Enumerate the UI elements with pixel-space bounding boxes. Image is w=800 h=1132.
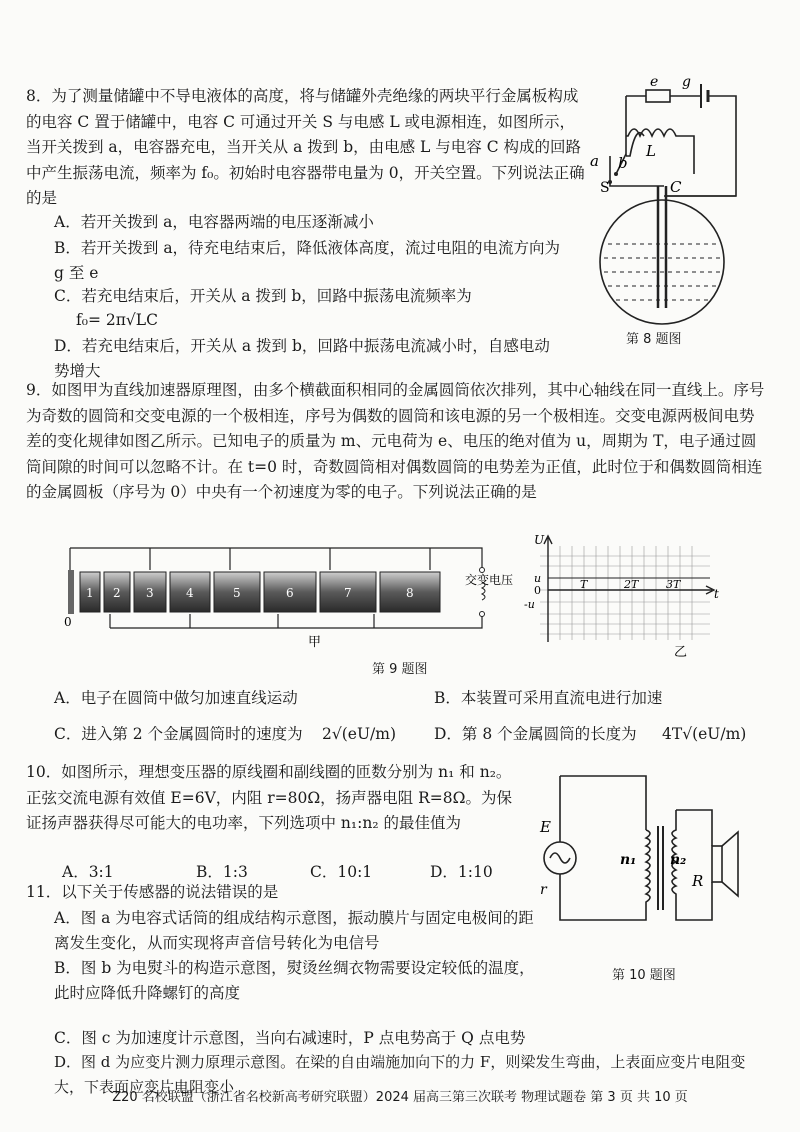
yi-tick-2t: 2T [624, 578, 639, 591]
q10-label-r: r [540, 882, 547, 898]
yi-tick-3t: 3T [666, 578, 681, 591]
q9-number: 9． [26, 381, 52, 399]
speaker-icon [712, 846, 722, 882]
yi-x-axis: t [714, 587, 719, 601]
q8-label-s: S [600, 180, 610, 196]
q8-label-b: b [618, 154, 628, 172]
q9-figure-yi [520, 532, 720, 662]
yi-tick-t: T [580, 578, 588, 591]
q10-caption: 第 10 题图 [612, 968, 676, 983]
q8-option-c-formula: f₀= 2π√LC [76, 311, 158, 329]
tube-8: 8 [406, 586, 414, 600]
q8-label-a: a [590, 152, 599, 170]
q10-option-a: A．3:1 [62, 863, 114, 881]
tube-1: 1 [86, 586, 94, 600]
q8-number: 8． [26, 87, 52, 105]
q9-figure-jia [62, 540, 514, 652]
q8-option-a: A．若开关拨到 a，电容器两端的电压逐渐减小 [54, 213, 374, 231]
q8-label-e: e [650, 74, 659, 90]
q10-number: 10． [26, 763, 62, 781]
plate-0-label: 0 [64, 615, 72, 629]
tube-5: 5 [233, 586, 241, 600]
q11-option-a: A．图 a 为电容式话筒的组成结构示意图，振动膜片与固定电极间的距离发生变化，从而实现将声音信号转化为电信号 [54, 909, 534, 952]
q10-label-n1: n₁ [620, 852, 637, 868]
q8-stem: 8．为了测量储罐中不导电液体的高度，将与储罐外壳绝缘的两块平行金属板构成的电容 C 置于储罐中，电容 C 可通过开关 S 与电感 L 或电源相连，如图所示，当开关拨到 a，电容器充电，当开关从 a 拨到 b，由电感 L 与电容 C 构成的回路中产生振荡电流，频率为 f₀。初始时电容器带电量为 0，开关空置。下列说法正确的是 [26, 87, 585, 207]
q9-option-a: A．电子在圆筒中做匀加速直线运动 [54, 689, 298, 707]
fig-yi-label: 乙 [674, 645, 688, 660]
q9-option-d: D．第 8 个金属圆筒的长度为 [434, 725, 637, 743]
q8-label-g: g [682, 74, 691, 90]
tube-7: 7 [344, 586, 352, 600]
q11-option-b: B．图 b 为电熨斗的构造示意图，熨烫丝绸衣物需要设定较低的温度，此时应降低升降螺钉的高度 [54, 959, 535, 1002]
q9-option-d-formula: 4T√(eU/m) [662, 725, 747, 743]
tube-6: 6 [286, 586, 294, 600]
q9-stem: 9．如图甲为直线加速器原理图，由多个横截面积相同的金属圆筒依次排列，其中心轴线在同一直线上。序号为奇数的圆筒和交变电源的一个极相连，序号为偶数的圆筒和该电源的另一个极相连。交变电源两极间电势差的变化规律如图乙所示。已知电子的质量为 m、元电荷为 e、电压的绝对值为 u，周期为 T，电子通过圆筒间隙的时间可以忽略不计。在 t=0 时，奇数圆筒相对偶数圆筒的电势差为正值，此时位于和偶数圆筒相连的金属圆板（序号为 0）中央有一个初速度为零的电子。下列说法正确的是 [26, 381, 765, 501]
q8-label-l: L [646, 142, 656, 160]
q8-option-c: C．若充电结束后，开关从 a 拨到 b，回路中振荡电流频率为 [54, 287, 472, 305]
tube-2: 2 [113, 586, 121, 600]
q11-stem: 11．以下关于传感器的说法错误的是 [26, 883, 279, 901]
q9-option-b: B．本装置可采用直流电进行加速 [434, 689, 663, 707]
q8-caption: 第 8 题图 [626, 332, 682, 347]
yi-tick-u: u [534, 572, 542, 585]
yi-tick-neg-u: -u [524, 598, 535, 611]
page-footer: Z20 名校联盟（浙江省名校新高考研究联盟）2024 届高三第三次联考 物理试题卷 第 3 页 共 10 页 [112, 1090, 688, 1105]
tube-4: 4 [186, 586, 194, 600]
ac-source-label: 交变电压 [465, 573, 514, 587]
q9-option-c: C．进入第 2 个金属圆筒时的速度为 [54, 725, 303, 743]
q11-option-c: C．图 c 为加速度计示意图，当向右减速时，P 点电势高于 Q 点电势 [54, 1029, 526, 1047]
q8-option-d: D．若充电结束后，开关从 a 拨到 b，回路中振荡电流减小时，自感电动势增大 [54, 337, 550, 380]
q10-label-e: E [540, 818, 551, 836]
q11-option-d: D．图 d 为应变片测力原理示意图。在梁的自由端施加向下的力 F，则梁发生弯曲，上表面应变片电阻变大，下表面应变片电阻变小 [54, 1053, 746, 1096]
q10-label-n2: n₂ [670, 852, 687, 868]
yi-tick-0: 0 [534, 584, 541, 597]
tube-3: 3 [146, 586, 154, 600]
resistor-icon [646, 90, 670, 102]
q10-option-b: B．1:3 [196, 863, 248, 881]
q10-label-r-speaker: R [692, 872, 704, 890]
q8-label-c: C [670, 178, 682, 196]
q9-caption: 第 9 题图 [372, 662, 428, 677]
q10-option-d: D．1:10 [430, 863, 493, 881]
q10-figure [536, 770, 756, 940]
yi-y-axis: U [534, 533, 545, 547]
q10-stem: 10．如图所示，理想变压器的原线圈和副线圈的匝数分别为 n₁ 和 n₂。正弦交流电源有效值 E=6V，内阻 r=80Ω，扬声器电阻 R=8Ω。为保证扬声器获得尽可能大的电功率，下列选项中 n₁:n₂ 的最佳值为 [26, 763, 512, 832]
q9-option-c-formula: 2√(eU/m) [322, 725, 396, 743]
q10-option-c: C．10:1 [310, 863, 373, 881]
q8-option-b: B．若开关拨到 a，待充电结束后，降低液体高度，流过电阻的电流方向为 g 至 e [54, 239, 561, 282]
q8-figure [586, 74, 786, 354]
q11-number: 11． [26, 883, 62, 901]
fig-jia-label: 甲 [308, 635, 322, 650]
